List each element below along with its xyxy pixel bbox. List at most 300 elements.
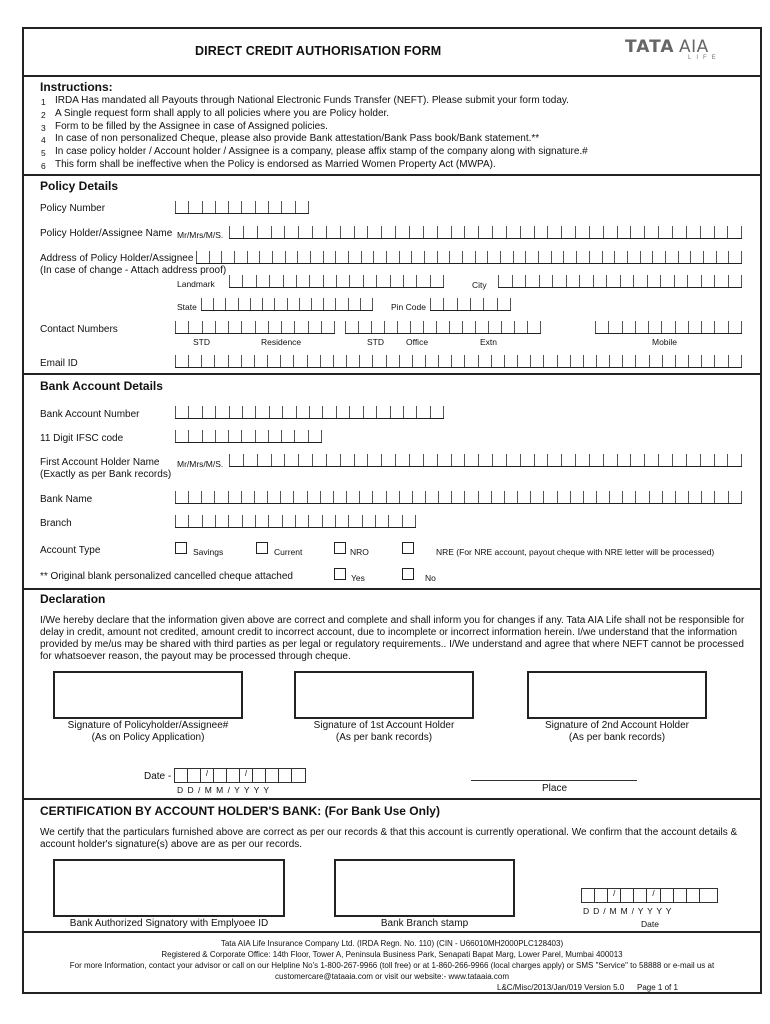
char-cell[interactable]	[622, 491, 635, 503]
char-cell[interactable]	[425, 355, 438, 367]
char-cell[interactable]	[363, 406, 376, 418]
date-cell[interactable]	[214, 769, 227, 782]
char-cell[interactable]	[464, 454, 478, 466]
char-cell[interactable]	[530, 355, 543, 367]
cheque-no-checkbox[interactable]	[402, 568, 414, 580]
policy-number-input[interactable]	[175, 201, 309, 214]
char-cell[interactable]	[320, 355, 333, 367]
char-cell[interactable]	[201, 298, 213, 310]
char-cell[interactable]	[336, 406, 349, 418]
char-cell[interactable]	[297, 251, 310, 263]
char-cell[interactable]	[228, 430, 241, 442]
char-cell[interactable]	[492, 226, 506, 238]
char-cell[interactable]	[451, 355, 464, 367]
char-cell[interactable]	[399, 355, 412, 367]
char-cell[interactable]	[630, 226, 644, 238]
char-cell[interactable]	[672, 226, 686, 238]
char-cell[interactable]	[228, 515, 241, 527]
char-cell[interactable]	[309, 406, 322, 418]
char-cell[interactable]	[644, 226, 658, 238]
char-cell[interactable]	[438, 491, 451, 503]
char-cell[interactable]	[268, 430, 281, 442]
char-cell[interactable]	[354, 226, 368, 238]
char-cell[interactable]	[464, 355, 477, 367]
char-cell[interactable]	[451, 491, 464, 503]
char-cell[interactable]	[280, 491, 293, 503]
char-cell[interactable]	[254, 355, 267, 367]
char-cell[interactable]	[298, 454, 312, 466]
char-cell[interactable]	[221, 251, 234, 263]
char-cell[interactable]	[557, 491, 570, 503]
char-cell[interactable]	[307, 491, 320, 503]
char-cell[interactable]	[530, 491, 543, 503]
char-cell[interactable]	[348, 298, 360, 310]
char-cell[interactable]	[506, 226, 520, 238]
state-input[interactable]	[201, 298, 373, 311]
char-cell[interactable]	[268, 515, 281, 527]
char-cell[interactable]	[271, 226, 285, 238]
char-cell[interactable]	[627, 251, 640, 263]
char-cell[interactable]	[381, 226, 395, 238]
char-cell[interactable]	[322, 515, 335, 527]
char-cell[interactable]	[229, 454, 243, 466]
char-cell[interactable]	[714, 321, 727, 333]
char-cell[interactable]	[333, 491, 346, 503]
char-cell[interactable]	[487, 251, 500, 263]
char-cell[interactable]	[298, 226, 312, 238]
char-cell[interactable]	[714, 226, 728, 238]
char-cell[interactable]	[372, 355, 385, 367]
place-line[interactable]	[471, 780, 637, 781]
char-cell[interactable]	[497, 298, 511, 310]
char-cell[interactable]	[282, 406, 295, 418]
char-cell[interactable]	[267, 491, 280, 503]
char-cell[interactable]	[188, 355, 201, 367]
char-cell[interactable]	[255, 430, 268, 442]
char-cell[interactable]	[478, 491, 491, 503]
second-holder-signature-box[interactable]	[527, 671, 707, 719]
char-cell[interactable]	[603, 226, 617, 238]
char-cell[interactable]	[267, 355, 280, 367]
char-cell[interactable]	[259, 251, 272, 263]
char-cell[interactable]	[271, 454, 285, 466]
char-cell[interactable]	[614, 251, 627, 263]
char-cell[interactable]	[202, 406, 215, 418]
char-cell[interactable]	[188, 201, 201, 213]
char-cell[interactable]	[690, 251, 703, 263]
char-cell[interactable]	[602, 251, 615, 263]
char-cell[interactable]	[243, 454, 257, 466]
char-cell[interactable]	[371, 321, 384, 333]
char-cell[interactable]	[403, 406, 416, 418]
char-cell[interactable]	[340, 454, 354, 466]
char-cell[interactable]	[360, 298, 373, 310]
char-cell[interactable]	[323, 251, 336, 263]
char-cell[interactable]	[228, 491, 241, 503]
char-cell[interactable]	[464, 226, 478, 238]
char-cell[interactable]	[457, 298, 470, 310]
char-cell[interactable]	[686, 226, 700, 238]
char-cell[interactable]	[202, 430, 215, 442]
char-cell[interactable]	[633, 275, 647, 287]
char-cell[interactable]	[202, 321, 215, 333]
char-cell[interactable]	[386, 491, 399, 503]
char-cell[interactable]	[308, 430, 322, 442]
char-cell[interactable]	[701, 491, 714, 503]
char-cell[interactable]	[229, 226, 243, 238]
char-cell[interactable]	[228, 321, 241, 333]
pincode-input[interactable]	[430, 298, 511, 311]
char-cell[interactable]	[498, 275, 512, 287]
date-cell[interactable]: /	[608, 889, 621, 902]
savings-checkbox[interactable]	[175, 542, 187, 554]
char-cell[interactable]	[557, 355, 570, 367]
char-cell[interactable]	[349, 406, 362, 418]
date-cell[interactable]	[621, 889, 634, 902]
char-cell[interactable]	[635, 491, 648, 503]
char-cell[interactable]	[228, 355, 241, 367]
char-cell[interactable]	[295, 515, 308, 527]
char-cell[interactable]	[225, 298, 237, 310]
date-cell[interactable]	[582, 889, 595, 902]
char-cell[interactable]	[333, 355, 346, 367]
char-cell[interactable]	[517, 491, 530, 503]
char-cell[interactable]	[688, 355, 701, 367]
date-cell[interactable]	[253, 769, 266, 782]
char-cell[interactable]	[348, 515, 361, 527]
char-cell[interactable]	[335, 298, 347, 310]
char-cell[interactable]	[241, 355, 254, 367]
date-cell[interactable]	[595, 889, 608, 902]
char-cell[interactable]	[309, 275, 322, 287]
address-input[interactable]	[196, 251, 742, 264]
char-cell[interactable]	[520, 226, 534, 238]
char-cell[interactable]	[534, 226, 548, 238]
char-cell[interactable]	[359, 491, 372, 503]
char-cell[interactable]	[728, 355, 742, 367]
char-cell[interactable]	[201, 355, 214, 367]
char-cell[interactable]	[411, 251, 424, 263]
char-cell[interactable]	[416, 406, 429, 418]
char-cell[interactable]	[358, 321, 371, 333]
char-cell[interactable]	[281, 430, 294, 442]
char-cell[interactable]	[312, 454, 326, 466]
char-cell[interactable]	[175, 201, 188, 213]
char-cell[interactable]	[547, 226, 561, 238]
char-cell[interactable]	[688, 321, 701, 333]
char-cell[interactable]	[307, 355, 320, 367]
char-cell[interactable]	[241, 430, 254, 442]
char-cell[interactable]	[675, 321, 688, 333]
char-cell[interactable]	[688, 491, 701, 503]
city-input[interactable]	[498, 275, 742, 288]
char-cell[interactable]	[312, 226, 326, 238]
char-cell[interactable]	[430, 406, 444, 418]
first-holder-signature-box[interactable]	[294, 671, 474, 719]
char-cell[interactable]	[658, 454, 672, 466]
char-cell[interactable]	[543, 491, 556, 503]
char-cell[interactable]	[409, 454, 423, 466]
char-cell[interactable]	[296, 406, 309, 418]
char-cell[interactable]	[430, 275, 444, 287]
char-cell[interactable]	[547, 454, 561, 466]
char-cell[interactable]	[409, 226, 423, 238]
char-cell[interactable]	[269, 275, 282, 287]
char-cell[interactable]	[525, 251, 538, 263]
char-cell[interactable]	[384, 321, 397, 333]
declaration-date-input[interactable]	[174, 768, 306, 783]
date-cell[interactable]	[188, 769, 201, 782]
date-cell[interactable]: /	[240, 769, 253, 782]
char-cell[interactable]	[241, 491, 254, 503]
char-cell[interactable]	[188, 321, 201, 333]
char-cell[interactable]	[359, 355, 372, 367]
char-cell[interactable]	[390, 275, 403, 287]
char-cell[interactable]	[570, 491, 583, 503]
char-cell[interactable]	[280, 355, 293, 367]
char-cell[interactable]	[566, 275, 580, 287]
char-cell[interactable]	[375, 515, 388, 527]
char-cell[interactable]	[397, 321, 410, 333]
char-cell[interactable]	[215, 321, 228, 333]
char-cell[interactable]	[675, 491, 688, 503]
char-cell[interactable]	[492, 454, 506, 466]
branch-input[interactable]	[175, 515, 416, 528]
char-cell[interactable]	[255, 406, 268, 418]
char-cell[interactable]	[579, 275, 593, 287]
char-cell[interactable]	[644, 454, 658, 466]
char-cell[interactable]	[188, 406, 201, 418]
first-holder-input[interactable]	[229, 454, 742, 467]
char-cell[interactable]	[551, 251, 564, 263]
char-cell[interactable]	[475, 321, 488, 333]
char-cell[interactable]	[241, 201, 254, 213]
char-cell[interactable]	[299, 298, 311, 310]
char-cell[interactable]	[323, 275, 336, 287]
char-cell[interactable]	[175, 406, 188, 418]
char-cell[interactable]	[282, 515, 295, 527]
char-cell[interactable]	[449, 321, 462, 333]
char-cell[interactable]	[647, 275, 661, 287]
char-cell[interactable]	[608, 321, 621, 333]
char-cell[interactable]	[701, 355, 714, 367]
char-cell[interactable]	[478, 226, 492, 238]
char-cell[interactable]	[346, 491, 359, 503]
char-cell[interactable]	[283, 275, 296, 287]
char-cell[interactable]	[293, 491, 306, 503]
char-cell[interactable]	[728, 321, 742, 333]
date-cell[interactable]	[687, 889, 700, 902]
char-cell[interactable]	[425, 491, 438, 503]
char-cell[interactable]	[250, 298, 262, 310]
char-cell[interactable]	[538, 251, 551, 263]
char-cell[interactable]	[437, 251, 450, 263]
date-cell[interactable]	[279, 769, 292, 782]
char-cell[interactable]	[201, 491, 214, 503]
char-cell[interactable]	[514, 321, 527, 333]
date-cell[interactable]	[674, 889, 687, 902]
char-cell[interactable]	[595, 321, 608, 333]
char-cell[interactable]	[512, 275, 526, 287]
char-cell[interactable]	[686, 454, 700, 466]
char-cell[interactable]	[596, 491, 609, 503]
char-cell[interactable]	[675, 355, 688, 367]
char-cell[interactable]	[513, 251, 526, 263]
char-cell[interactable]	[410, 321, 423, 333]
date-cell[interactable]	[292, 769, 305, 782]
char-cell[interactable]	[491, 355, 504, 367]
char-cell[interactable]	[308, 515, 321, 527]
char-cell[interactable]	[362, 515, 375, 527]
office-phone-input[interactable]	[345, 321, 541, 334]
char-cell[interactable]	[284, 454, 298, 466]
char-cell[interactable]	[662, 491, 675, 503]
char-cell[interactable]	[322, 406, 335, 418]
char-cell[interactable]	[269, 406, 282, 418]
char-cell[interactable]	[451, 454, 465, 466]
char-cell[interactable]	[575, 226, 589, 238]
char-cell[interactable]	[575, 454, 589, 466]
date-cell[interactable]: /	[201, 769, 214, 782]
char-cell[interactable]	[348, 251, 361, 263]
char-cell[interactable]	[652, 251, 665, 263]
char-cell[interactable]	[596, 355, 609, 367]
char-cell[interactable]	[262, 298, 274, 310]
char-cell[interactable]	[491, 491, 504, 503]
char-cell[interactable]	[215, 201, 228, 213]
char-cell[interactable]	[424, 251, 437, 263]
char-cell[interactable]	[296, 275, 309, 287]
char-cell[interactable]	[635, 321, 648, 333]
bank-name-input[interactable]	[175, 491, 742, 504]
policyholder-signature-box[interactable]	[53, 671, 243, 719]
char-cell[interactable]	[272, 251, 285, 263]
char-cell[interactable]	[665, 251, 678, 263]
char-cell[interactable]	[175, 430, 188, 442]
char-cell[interactable]	[294, 430, 307, 442]
landmark-input[interactable]	[229, 275, 444, 288]
char-cell[interactable]	[229, 275, 242, 287]
char-cell[interactable]	[285, 251, 298, 263]
char-cell[interactable]	[367, 454, 381, 466]
char-cell[interactable]	[412, 491, 425, 503]
char-cell[interactable]	[202, 201, 215, 213]
email-input[interactable]	[175, 355, 742, 368]
char-cell[interactable]	[367, 226, 381, 238]
char-cell[interactable]	[728, 491, 742, 503]
char-cell[interactable]	[175, 491, 188, 503]
char-cell[interactable]	[243, 226, 257, 238]
char-cell[interactable]	[254, 491, 267, 503]
char-cell[interactable]	[589, 454, 603, 466]
char-cell[interactable]	[488, 321, 501, 333]
char-cell[interactable]	[478, 355, 491, 367]
char-cell[interactable]	[310, 251, 323, 263]
char-cell[interactable]	[527, 321, 541, 333]
char-cell[interactable]	[268, 201, 281, 213]
char-cell[interactable]	[504, 491, 517, 503]
char-cell[interactable]	[323, 298, 335, 310]
char-cell[interactable]	[241, 321, 254, 333]
date-cell[interactable]	[175, 769, 188, 782]
char-cell[interactable]	[320, 491, 333, 503]
char-cell[interactable]	[256, 275, 269, 287]
char-cell[interactable]	[255, 201, 268, 213]
char-cell[interactable]	[311, 298, 323, 310]
char-cell[interactable]	[714, 454, 728, 466]
char-cell[interactable]	[506, 454, 520, 466]
char-cell[interactable]	[423, 226, 437, 238]
char-cell[interactable]	[423, 321, 436, 333]
char-cell[interactable]	[242, 515, 255, 527]
char-cell[interactable]	[399, 491, 412, 503]
char-cell[interactable]	[563, 251, 576, 263]
char-cell[interactable]	[386, 355, 399, 367]
char-cell[interactable]	[214, 355, 227, 367]
char-cell[interactable]	[672, 454, 686, 466]
char-cell[interactable]	[335, 515, 348, 527]
char-cell[interactable]	[589, 251, 602, 263]
char-cell[interactable]	[242, 275, 255, 287]
nro-checkbox[interactable]	[334, 542, 346, 554]
char-cell[interactable]	[257, 454, 271, 466]
char-cell[interactable]	[175, 515, 188, 527]
char-cell[interactable]	[700, 454, 714, 466]
char-cell[interactable]	[430, 298, 443, 310]
char-cell[interactable]	[234, 251, 247, 263]
char-cell[interactable]	[500, 251, 513, 263]
date-cell[interactable]	[266, 769, 279, 782]
char-cell[interactable]	[215, 515, 228, 527]
char-cell[interactable]	[381, 454, 395, 466]
char-cell[interactable]	[728, 251, 742, 263]
char-cell[interactable]	[716, 251, 729, 263]
bank-stamp-box[interactable]	[334, 859, 515, 917]
char-cell[interactable]	[649, 491, 662, 503]
char-cell[interactable]	[376, 406, 389, 418]
char-cell[interactable]	[188, 430, 201, 442]
char-cell[interactable]	[214, 491, 227, 503]
char-cell[interactable]	[658, 226, 672, 238]
char-cell[interactable]	[552, 275, 566, 287]
char-cell[interactable]	[622, 355, 635, 367]
ifsc-input[interactable]	[175, 430, 322, 443]
char-cell[interactable]	[593, 275, 607, 287]
char-cell[interactable]	[714, 355, 727, 367]
char-cell[interactable]	[257, 226, 271, 238]
char-cell[interactable]	[449, 251, 462, 263]
char-cell[interactable]	[583, 355, 596, 367]
char-cell[interactable]	[617, 454, 631, 466]
char-cell[interactable]	[188, 515, 201, 527]
char-cell[interactable]	[349, 275, 362, 287]
char-cell[interactable]	[412, 355, 425, 367]
char-cell[interactable]	[462, 321, 475, 333]
char-cell[interactable]	[678, 251, 691, 263]
char-cell[interactable]	[354, 454, 368, 466]
char-cell[interactable]	[281, 321, 294, 333]
char-cell[interactable]	[361, 251, 374, 263]
char-cell[interactable]	[640, 251, 653, 263]
char-cell[interactable]	[395, 454, 409, 466]
char-cell[interactable]	[388, 515, 401, 527]
char-cell[interactable]	[175, 321, 188, 333]
char-cell[interactable]	[561, 454, 575, 466]
char-cell[interactable]	[478, 454, 492, 466]
char-cell[interactable]	[326, 226, 340, 238]
char-cell[interactable]	[583, 491, 596, 503]
char-cell[interactable]	[395, 226, 409, 238]
